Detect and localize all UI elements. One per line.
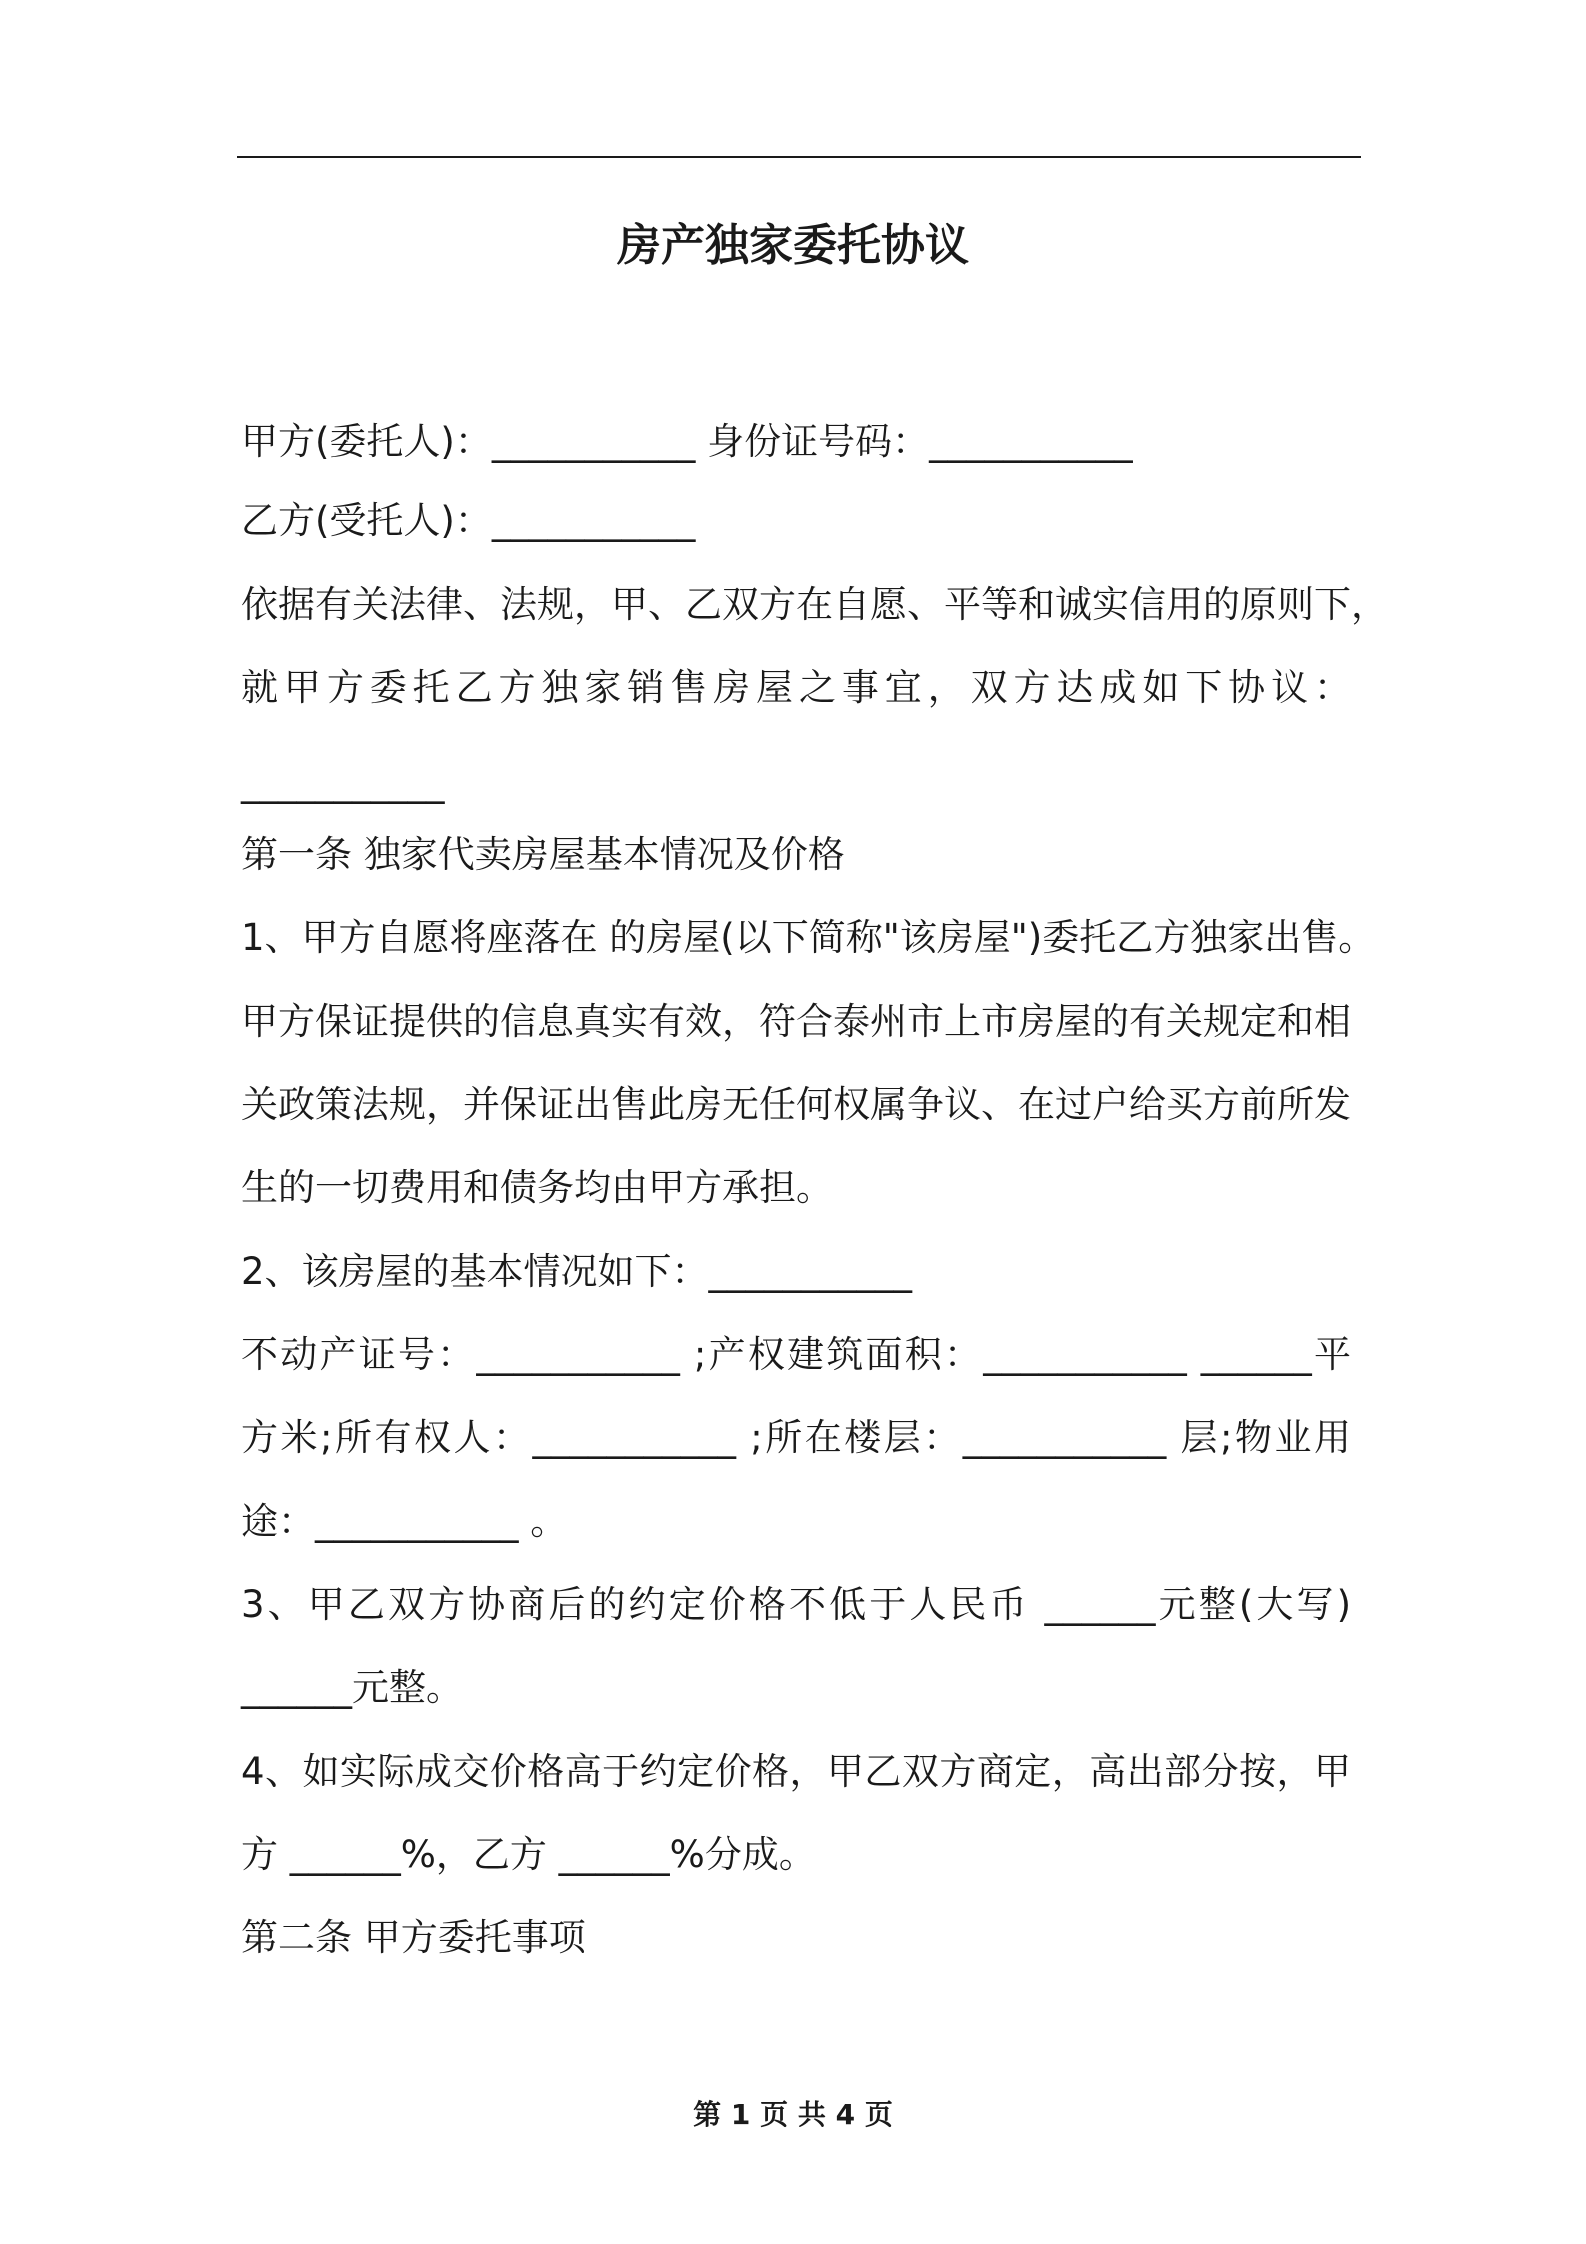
clause-line: 方 ______%，乙方 ______%分成。 <box>241 1833 816 1876</box>
document-title: 房产独家委托协议 <box>617 220 969 271</box>
clause-line: 不动产证号：___________ ;产权建筑面积：___________ ______平 <box>241 1333 1351 1376</box>
clause-line: 关政策法规，并保证出售此房无任何权属争议、在过户给买方前所发 <box>241 1083 1351 1126</box>
page-number: 第 1 页 共 4 页 <box>693 2098 893 2131</box>
clause-line: 4、如实际成交价格高于约定价格，甲乙双方商定，高出部分按，甲 <box>241 1750 1351 1793</box>
clause-line: 甲方保证提供的信息真实有效，符合泰州市上市房屋的有关规定和相 <box>241 1000 1351 1043</box>
party-a-line: 甲方(委托人)：___________ 身份证号码：___________ <box>241 420 1133 463</box>
clause-line: 3、甲乙双方协商后的约定价格不低于人民币 ______元整(大写) <box>241 1583 1351 1626</box>
clause-line: 方米;所有权人：___________ ;所在楼层：___________ 层;物业用 <box>241 1416 1351 1459</box>
article-heading: 第一条 独家代卖房屋基本情况及价格 <box>241 833 845 876</box>
article-heading: 第二条 甲方委托事项 <box>241 1916 586 1959</box>
clause-line: ______元整。 <box>241 1666 463 1709</box>
clause-line: 2、该房屋的基本情况如下：___________ <box>241 1250 913 1293</box>
clause-line: 1、甲方自愿将座落在 的房屋(以下简称"该房屋")委托乙方独家出售。 <box>241 916 1376 959</box>
clause-line: 生的一切费用和债务均由甲方承担。 <box>241 1166 833 1209</box>
clause-line: 途：___________ 。 <box>241 1500 568 1543</box>
header-rule <box>237 156 1361 158</box>
preamble-line: 就甲方委托乙方独家销售房屋之事宜，双方达成如下协议： <box>241 666 1351 709</box>
party-b-line: 乙方(受托人)：___________ <box>241 499 696 542</box>
blank-line: ___________ <box>241 761 445 804</box>
preamble-line: 依据有关法律、法规，甲、乙双方在自愿、平等和诚实信用的原则下， <box>241 583 1388 626</box>
